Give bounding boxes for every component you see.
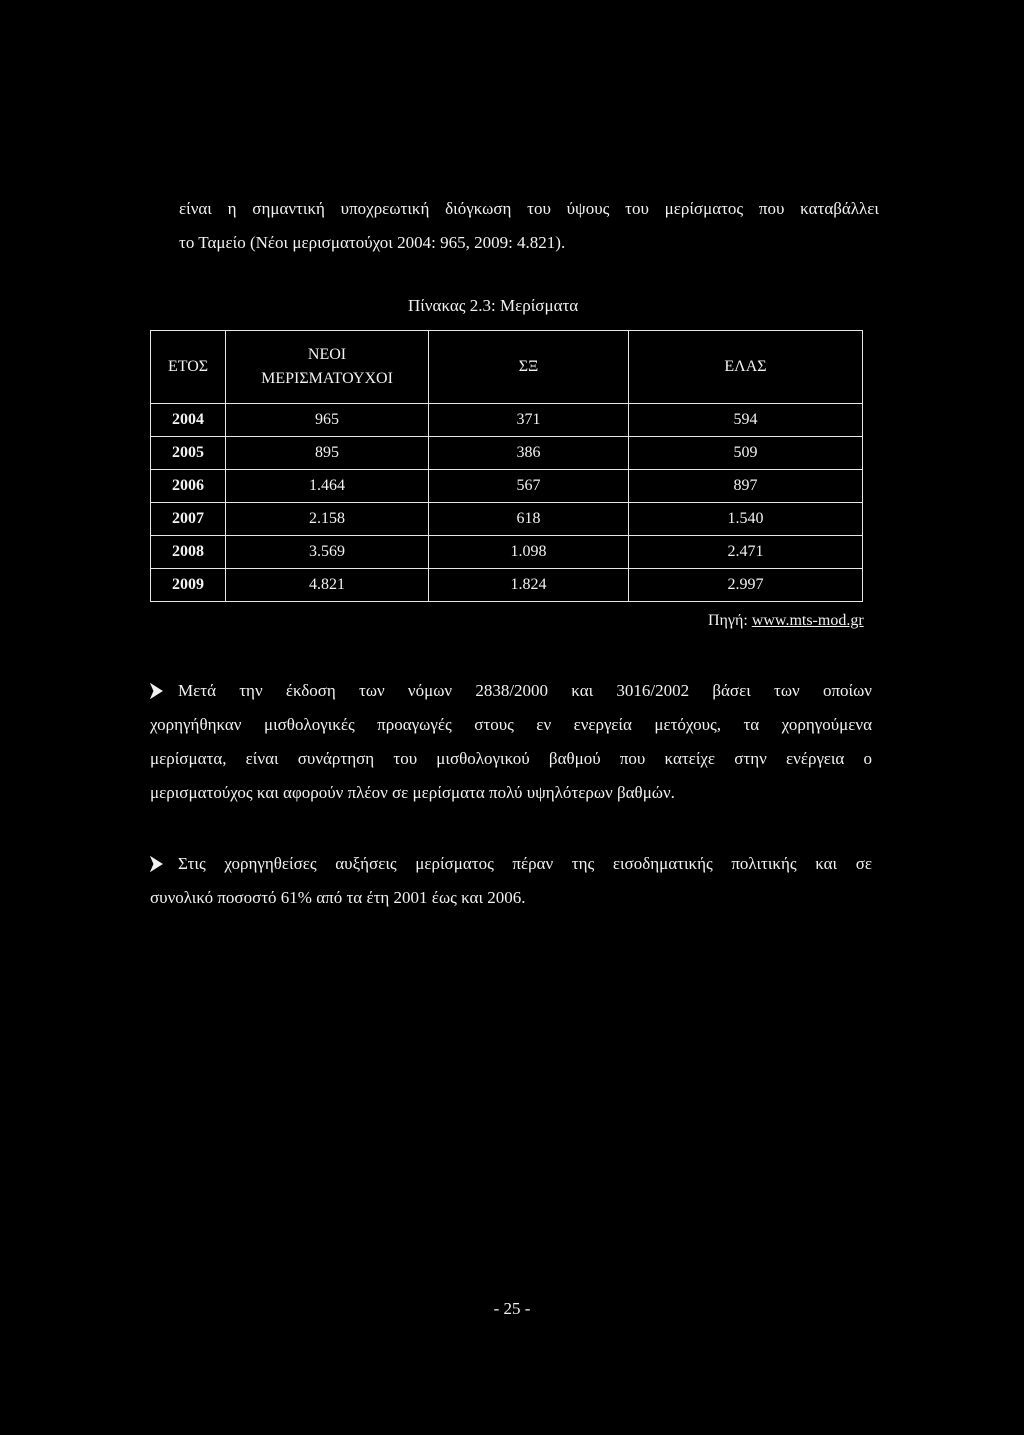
- cell-new: 3.569: [226, 536, 429, 569]
- intro-line-1: είναι η σημαντική υποχρεωτική διόγκωση του ύψους του μερίσματος που καταβάλλει: [179, 199, 879, 218]
- cell-year: 2006: [151, 470, 226, 503]
- bullet-1-line-3: μερίσματα, είναι συνάρτηση του μισθολογικού βαθμού που κατείχε στην ενέργεια ο: [150, 749, 872, 768]
- cell-se: 567: [429, 470, 629, 503]
- table-row: [151, 536, 863, 569]
- cell-se: 1.098: [429, 536, 629, 569]
- cell-elas: 897: [629, 470, 863, 503]
- header-new-beneficiaries: [226, 331, 429, 404]
- arrowhead-bullet-icon: [148, 847, 166, 881]
- table-source: [708, 612, 864, 630]
- cell-elas: 2.471: [629, 536, 863, 569]
- table-row: [151, 437, 863, 470]
- table-caption: Πίνακας 2.3: Μερίσματα: [408, 296, 579, 315]
- page-number: - 25 -: [493, 1299, 531, 1318]
- cell-new: 2.158: [226, 503, 429, 536]
- bullet-item-1: [150, 674, 872, 810]
- cell-se: 371: [429, 404, 629, 437]
- cell-elas: 2.997: [629, 569, 863, 602]
- table-row: [151, 470, 863, 503]
- intro-line-2: το Ταμείο (Νέοι μερισματούχοι 2004: 965, 2009: 4.821).: [179, 233, 566, 252]
- cell-se: 618: [429, 503, 629, 536]
- cell-new: 1.464: [226, 470, 429, 503]
- arrowhead-bullet-icon: [148, 674, 166, 708]
- cell-year: 2008: [151, 536, 226, 569]
- cell-new: 4.821: [226, 569, 429, 602]
- header-se: ΣΞ: [429, 331, 629, 404]
- source-label: Πηγή:: [708, 612, 748, 629]
- cell-year: 2007: [151, 503, 226, 536]
- table-row: [151, 569, 863, 602]
- cell-new: 895: [226, 437, 429, 470]
- bullet-2-line-1: Στις χορηγηθείσες αυξήσεις μερίσματος πέραν της εισοδηματικής πολιτικής και σε: [178, 854, 872, 873]
- bullet-1-line-1: Μετά την έκδοση των νόμων 2838/2000 και 3016/2002 βάσει των οποίων: [178, 681, 872, 700]
- bullet-1-line-4: μερισματούχος και αφορούν πλέον σε μερίσματα πολύ υψηλότερων βαθμών.: [150, 783, 675, 802]
- bullet-2-line-2: συνολικό ποσοστό 61% από τα έτη 2001 έως και 2006.: [150, 888, 526, 907]
- table-row: [151, 503, 863, 536]
- cell-year: 2005: [151, 437, 226, 470]
- header-year: ΕΤΟΣ: [151, 331, 226, 404]
- dividends-table-container: [150, 330, 862, 602]
- intro-paragraph: [179, 197, 879, 255]
- cell-se: 386: [429, 437, 629, 470]
- cell-new: 965: [226, 404, 429, 437]
- table-row: [151, 404, 863, 437]
- cell-year: 2009: [151, 569, 226, 602]
- header-elas: ΕΛΑΣ: [629, 331, 863, 404]
- dividends-table: [150, 330, 863, 602]
- bullet-item-2: [150, 847, 872, 915]
- header-new-line-1: ΝΕΟΙ: [307, 346, 347, 363]
- cell-elas: 509: [629, 437, 863, 470]
- cell-year: 2004: [151, 404, 226, 437]
- cell-se: 1.824: [429, 569, 629, 602]
- header-new-line-2: ΜΕΡΙΣΜΑΤΟΥΧΟΙ: [261, 370, 393, 387]
- table-header-row: [151, 331, 863, 404]
- bullet-1-line-2: χορηγήθηκαν μισθολογικές προαγωγές στους εν ενεργεία μετόχους, τα χορηγούμενα: [150, 715, 872, 734]
- cell-elas: 1.540: [629, 503, 863, 536]
- source-link[interactable]: www.mts-mod.gr: [751, 612, 864, 629]
- cell-elas: 594: [629, 404, 863, 437]
